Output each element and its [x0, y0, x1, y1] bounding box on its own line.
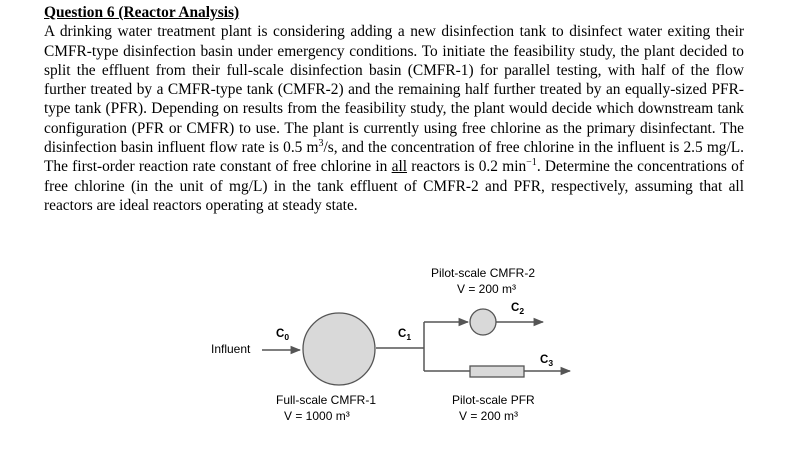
cmfr1-tank: [303, 313, 375, 385]
question-title: Question 6 (Reactor Analysis): [44, 4, 240, 21]
pfr-title: Pilot-scale PFR: [452, 393, 535, 407]
influent-label: Influent: [211, 342, 251, 356]
flow-unit-superscript: 3: [318, 137, 324, 149]
body-part-1: A drinking water treatment plant is considering adding a new disinfection tank to disinfect water exiting their CMFR-type disinfection basin under emergency conditions. To initiate the feasibility study, the plant decided to split the effluent from their full-scale disinfection basin (CMFR-1) for parallel testing, with half of the flow further treated by a CMFR-type tank (CMFR-2) and the remaining half further treated by an equally-sized PFR-type tank (PFR). Depending on results from the feasibility study, the plant would decide which downstream tank configuration (PFR or CMFR) to use. The plant is currently using free chlorine as the primary disinfectant. The disinfection basin influent flow rate is 0.5 m: [44, 23, 744, 157]
c2-label: $C_2$: [511, 302, 525, 316]
c3-label: $C_3$: [540, 354, 554, 368]
cmfr2-tank: [470, 309, 496, 335]
pfr-tank: [470, 366, 524, 377]
body-part-2: /s, and the concentration of free chlorine in the influent is 2.5 mg/L. The first-order reaction rate constant of free chlorine in: [44, 139, 745, 176]
rate-unit-superscript: −1: [526, 157, 537, 169]
body-part-3: reactors is 0.2 min: [407, 158, 527, 176]
pfr-volume: V = 200 m³: [459, 409, 519, 423]
body-part-4: . Determine the concentrations of free chlorine (in the unit of mg/L) in the tank effluent of CMFR-2 and PFR, respectively, assuming that all reactors are ideal reactors operating at steady state.: [44, 158, 744, 214]
cmfr2-volume: V = 200 m³: [457, 282, 517, 296]
cmfr1-volume: V = 1000 m³: [284, 409, 350, 423]
c0-label: $C_0$: [276, 328, 290, 342]
underlined-all: all: [391, 158, 408, 176]
cmfr1-title: Full-scale CMFR-1: [276, 393, 377, 407]
c1-label: $C_1$: [398, 328, 412, 342]
cmfr2-title: Pilot-scale CMFR-2: [431, 266, 536, 280]
